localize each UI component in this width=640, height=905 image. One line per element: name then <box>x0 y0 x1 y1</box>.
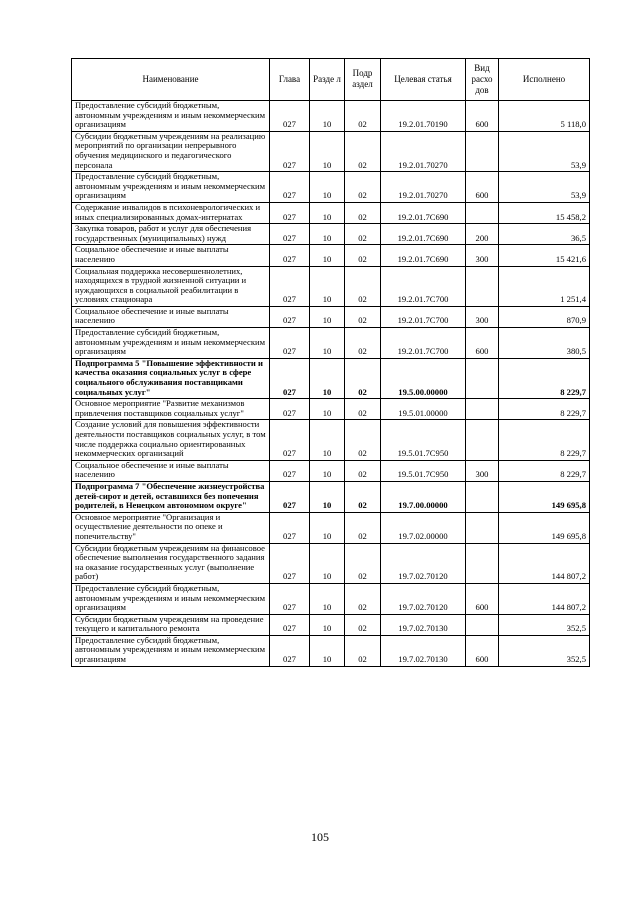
cell-vid: 300 <box>466 306 499 327</box>
cell-celevaya: 19.2.01.7С690 <box>381 245 466 266</box>
cell-glava: 027 <box>270 460 310 481</box>
cell-razdel: 10 <box>310 512 345 543</box>
cell-razdel: 10 <box>310 172 345 203</box>
table-row <box>72 635 590 666</box>
cell-ispolneno: 8 229,7 <box>499 399 590 420</box>
cell-name: Субсидии бюджетным учреждениям на проведение текущего и капитального ремонта <box>72 614 270 635</box>
cell-razdel: 10 <box>310 266 345 306</box>
cell-podrazdel: 02 <box>345 512 381 543</box>
cell-name: Субсидии бюджетным учреждениям на реализацию мероприятий по организации непрерывного обучения медицинского и педагогического персонала <box>72 131 270 171</box>
table-row <box>72 131 590 171</box>
cell-vid: 200 <box>466 224 499 245</box>
cell-celevaya: 19.2.01.7С700 <box>381 306 466 327</box>
table-row <box>72 512 590 543</box>
cell-vid: 300 <box>466 245 499 266</box>
cell-name: Основное мероприятие "Развитие механизмов привлечения поставщиков социальных услуг" <box>72 399 270 420</box>
cell-celevaya: 19.5.01.00000 <box>381 399 466 420</box>
cell-ispolneno: 352,5 <box>499 614 590 635</box>
cell-name: Предоставление субсидий бюджетным, автономным учреждениям и иным некоммерческим организациям <box>72 172 270 203</box>
cell-podrazdel: 02 <box>345 635 381 666</box>
cell-vid <box>466 131 499 171</box>
cell-glava: 027 <box>270 358 310 398</box>
cell-glava: 027 <box>270 512 310 543</box>
cell-celevaya: 19.5.01.7С950 <box>381 460 466 481</box>
table-row <box>72 245 590 266</box>
cell-ispolneno: 53,9 <box>499 131 590 171</box>
table-row <box>72 266 590 306</box>
cell-vid <box>466 399 499 420</box>
cell-vid <box>466 202 499 223</box>
table-row <box>72 583 590 614</box>
cell-name: Содержание инвалидов в психоневрологических и иных специализированных домах-интернатах <box>72 202 270 223</box>
cell-razdel: 10 <box>310 131 345 171</box>
cell-podrazdel: 02 <box>345 614 381 635</box>
cell-celevaya: 19.2.01.7С690 <box>381 224 466 245</box>
cell-podrazdel: 02 <box>345 224 381 245</box>
cell-vid <box>466 481 499 512</box>
cell-glava: 027 <box>270 399 310 420</box>
cell-name: Предоставление субсидий бюджетным, автономным учреждениям и иным некоммерческим организациям <box>72 635 270 666</box>
page-number: 105 <box>311 830 329 844</box>
cell-glava: 027 <box>270 328 310 359</box>
cell-vid <box>466 420 499 460</box>
cell-celevaya: 19.7.02.00000 <box>381 512 466 543</box>
cell-ispolneno: 144 807,2 <box>499 543 590 583</box>
cell-ispolneno: 36,5 <box>499 224 590 245</box>
table-row <box>72 460 590 481</box>
cell-ispolneno: 8 229,7 <box>499 460 590 481</box>
cell-celevaya: 19.7.00.00000 <box>381 481 466 512</box>
cell-glava: 027 <box>270 245 310 266</box>
cell-name: Предоставление субсидий бюджетным, автономным учреждениям и иным некоммерческим организациям <box>72 583 270 614</box>
cell-razdel: 10 <box>310 358 345 398</box>
cell-razdel: 10 <box>310 420 345 460</box>
cell-glava: 027 <box>270 481 310 512</box>
cell-ispolneno: 352,5 <box>499 635 590 666</box>
table-row <box>72 481 590 512</box>
cell-celevaya: 19.7.02.70130 <box>381 614 466 635</box>
cell-glava: 027 <box>270 172 310 203</box>
cell-glava: 027 <box>270 101 310 132</box>
cell-ispolneno: 144 807,2 <box>499 583 590 614</box>
table-row <box>72 420 590 460</box>
cell-podrazdel: 02 <box>345 306 381 327</box>
cell-razdel: 10 <box>310 481 345 512</box>
cell-name: Социальное обеспечение и иные выплаты населению <box>72 306 270 327</box>
cell-ispolneno: 8 229,7 <box>499 420 590 460</box>
header-celevaya: Целевая статья <box>381 59 466 101</box>
cell-ispolneno: 380,5 <box>499 328 590 359</box>
header-name: Наименование <box>72 59 270 101</box>
header-razdel: Разде л <box>310 59 345 101</box>
table-row <box>72 328 590 359</box>
cell-ispolneno: 15 458,2 <box>499 202 590 223</box>
table-row <box>72 202 590 223</box>
header-glava: Глава <box>270 59 310 101</box>
table-row <box>72 306 590 327</box>
cell-name: Предоставление субсидий бюджетным, автономным учреждениям и иным некоммерческим организациям <box>72 101 270 132</box>
cell-razdel: 10 <box>310 635 345 666</box>
cell-glava: 027 <box>270 202 310 223</box>
cell-podrazdel: 02 <box>345 543 381 583</box>
cell-podrazdel: 02 <box>345 202 381 223</box>
cell-vid: 600 <box>466 172 499 203</box>
cell-vid: 600 <box>466 101 499 132</box>
cell-razdel: 10 <box>310 460 345 481</box>
cell-vid: 600 <box>466 635 499 666</box>
cell-glava: 027 <box>270 266 310 306</box>
cell-celevaya: 19.2.01.70190 <box>381 101 466 132</box>
cell-podrazdel: 02 <box>345 399 381 420</box>
cell-name: Основное мероприятие "Организация и осуществление деятельности по опеке и попечительству" <box>72 512 270 543</box>
cell-glava: 027 <box>270 224 310 245</box>
cell-ispolneno: 5 118,0 <box>499 101 590 132</box>
cell-razdel: 10 <box>310 399 345 420</box>
cell-vid: 600 <box>466 583 499 614</box>
table-row <box>72 399 590 420</box>
cell-ispolneno: 149 695,8 <box>499 512 590 543</box>
cell-podrazdel: 02 <box>345 101 381 132</box>
cell-name: Социальное обеспечение и иные выплаты населению <box>72 245 270 266</box>
cell-vid <box>466 614 499 635</box>
cell-glava: 027 <box>270 614 310 635</box>
cell-podrazdel: 02 <box>345 583 381 614</box>
cell-glava: 027 <box>270 420 310 460</box>
cell-celevaya: 19.5.00.00000 <box>381 358 466 398</box>
budget-table <box>71 58 590 667</box>
cell-celevaya: 19.5.01.7С950 <box>381 420 466 460</box>
table-row <box>72 358 590 398</box>
header-ispolneno: Исполнено <box>499 59 590 101</box>
cell-celevaya: 19.2.01.7С700 <box>381 266 466 306</box>
cell-podrazdel: 02 <box>345 481 381 512</box>
cell-podrazdel: 02 <box>345 131 381 171</box>
cell-celevaya: 19.2.01.70270 <box>381 172 466 203</box>
table-row <box>72 224 590 245</box>
cell-ispolneno: 870,9 <box>499 306 590 327</box>
cell-podrazdel: 02 <box>345 358 381 398</box>
cell-glava: 027 <box>270 583 310 614</box>
cell-ispolneno: 1 251,4 <box>499 266 590 306</box>
cell-vid <box>466 358 499 398</box>
cell-name: Создание условий для повышения эффективности деятельности поставщиков социальных услуг, в том числе поддержка социально ориентированных некоммерческих организаций <box>72 420 270 460</box>
cell-ispolneno: 149 695,8 <box>499 481 590 512</box>
cell-podrazdel: 02 <box>345 420 381 460</box>
cell-razdel: 10 <box>310 543 345 583</box>
table-body <box>72 101 590 667</box>
cell-podrazdel: 02 <box>345 460 381 481</box>
cell-celevaya: 19.2.01.7С690 <box>381 202 466 223</box>
cell-glava: 027 <box>270 635 310 666</box>
table-row <box>72 614 590 635</box>
cell-razdel: 10 <box>310 614 345 635</box>
cell-glava: 027 <box>270 543 310 583</box>
cell-vid <box>466 266 499 306</box>
cell-name: Подпрограмма 7 "Обеспечение жизнеустройства детей-сирот и детей, оставшихся без попечения родителей, в Ненецком автономном округе" <box>72 481 270 512</box>
cell-name: Предоставление субсидий бюджетным, автономным учреждениям и иным некоммерческим организациям <box>72 328 270 359</box>
cell-name: Подпрограмма 5 "Повышение эффективности и качества оказания социальных услуг в сфере социального обслуживания поставщиками социальных услуг" <box>72 358 270 398</box>
cell-razdel: 10 <box>310 224 345 245</box>
cell-vid: 600 <box>466 328 499 359</box>
cell-razdel: 10 <box>310 583 345 614</box>
cell-podrazdel: 02 <box>345 172 381 203</box>
cell-razdel: 10 <box>310 306 345 327</box>
cell-celevaya: 19.2.01.7С700 <box>381 328 466 359</box>
cell-name: Субсидии бюджетным учреждениям на финансовое обеспечение выполнения государственного задания на оказание государственных услуг (выполнение работ) <box>72 543 270 583</box>
table-header-row <box>72 59 590 101</box>
table-row <box>72 172 590 203</box>
cell-razdel: 10 <box>310 245 345 266</box>
cell-ispolneno: 53,9 <box>499 172 590 203</box>
header-vid: Вид расхо дов <box>466 59 499 101</box>
cell-celevaya: 19.2.01.70270 <box>381 131 466 171</box>
cell-vid <box>466 512 499 543</box>
cell-name: Социальная поддержка несовершеннолетних, находящихся в трудной жизненной ситуации и нуждающихся в социальной реабилитации в условиях стационара <box>72 266 270 306</box>
cell-ispolneno: 15 421,6 <box>499 245 590 266</box>
cell-name: Социальное обеспечение и иные выплаты населению <box>72 460 270 481</box>
cell-podrazdel: 02 <box>345 245 381 266</box>
cell-glava: 027 <box>270 131 310 171</box>
cell-vid: 300 <box>466 460 499 481</box>
cell-celevaya: 19.7.02.70120 <box>381 583 466 614</box>
cell-razdel: 10 <box>310 202 345 223</box>
cell-ispolneno: 8 229,7 <box>499 358 590 398</box>
cell-name: Закупка товаров, работ и услуг для обеспечения государственных (муниципальных) нужд <box>72 224 270 245</box>
cell-vid <box>466 543 499 583</box>
table-row <box>72 101 590 132</box>
cell-razdel: 10 <box>310 101 345 132</box>
cell-celevaya: 19.7.02.70130 <box>381 635 466 666</box>
cell-celevaya: 19.7.02.70120 <box>381 543 466 583</box>
cell-podrazdel: 02 <box>345 266 381 306</box>
header-podrazdel: Подр аздел <box>345 59 381 101</box>
cell-glava: 027 <box>270 306 310 327</box>
cell-razdel: 10 <box>310 328 345 359</box>
cell-podrazdel: 02 <box>345 328 381 359</box>
table-row <box>72 543 590 583</box>
